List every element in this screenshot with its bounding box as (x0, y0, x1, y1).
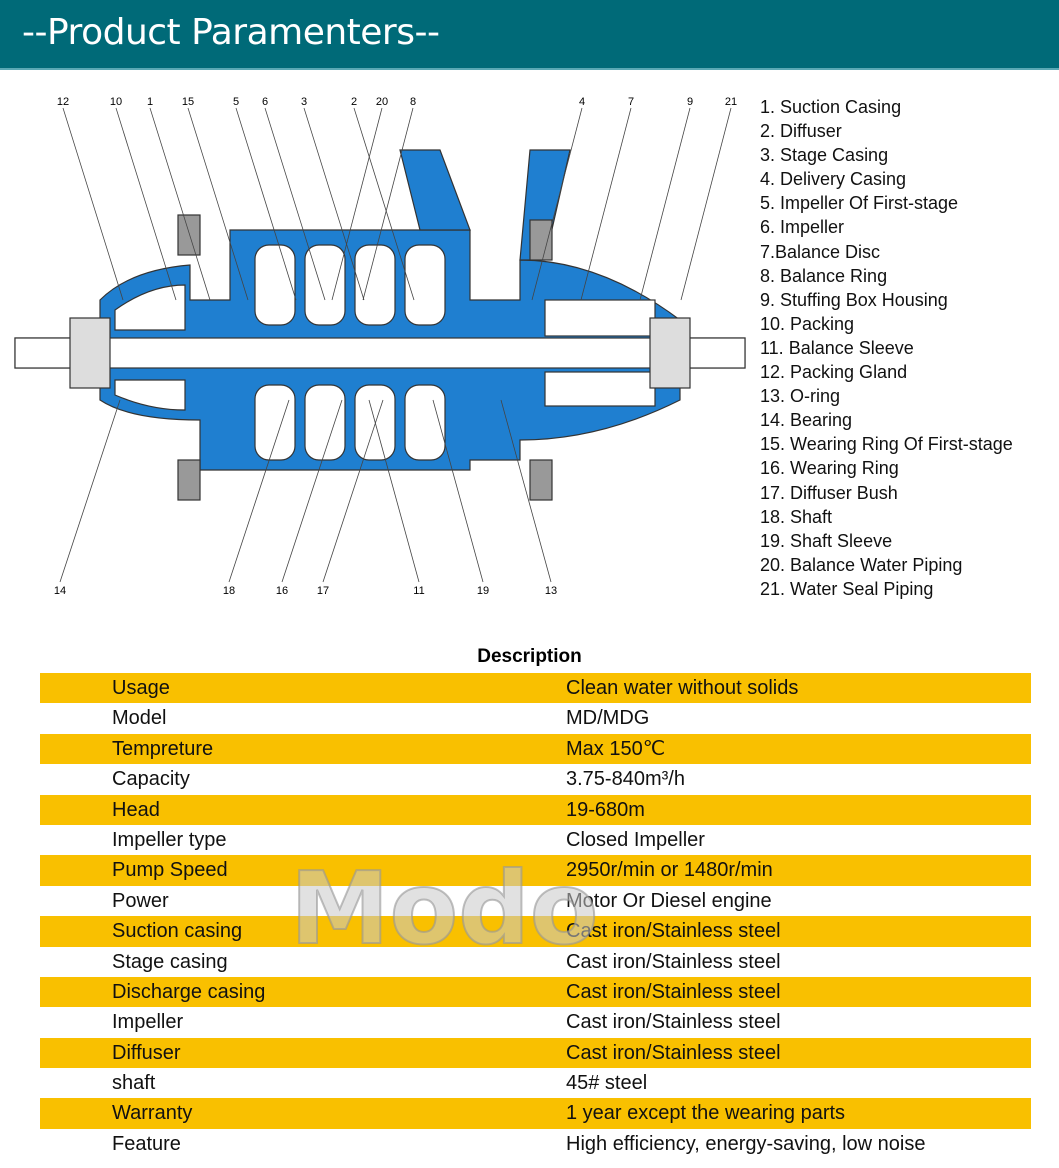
row-label: Impeller (112, 1011, 184, 1034)
page-title: --Product Paramenters-- (22, 12, 440, 53)
row-value: MD/MDG (566, 707, 650, 730)
legend-item: 14. Bearing (760, 410, 853, 431)
page-header (0, 0, 1059, 70)
row-label: Capacity (112, 768, 190, 791)
callout-label: 18 (222, 585, 236, 597)
row-label: Power (112, 889, 169, 912)
row-value: Motor Or Diesel engine (566, 889, 772, 912)
callout-label: 9 (686, 96, 694, 108)
legend-item: 5. Impeller Of First-stage (760, 193, 959, 214)
callout-label: 11 (413, 585, 425, 597)
table-row (40, 703, 1031, 733)
row-value: Cast iron/Stainless steel (566, 1011, 781, 1034)
callout-label: 19 (476, 585, 490, 597)
row-value: Closed Impeller (566, 828, 705, 851)
row-value: Cast iron/Stainless steel (566, 1041, 781, 1064)
legend-item: 12. Packing Gland (760, 362, 908, 383)
table-row (40, 1129, 1031, 1159)
callout-label: 14 (53, 585, 67, 597)
callout-label: 3 (300, 96, 308, 108)
legend-item: 16. Wearing Ring (760, 458, 899, 479)
table-row (40, 1007, 1031, 1037)
legend-item: 1. Suction Casing (760, 97, 902, 117)
legend-item: 11. Balance Sleeve (760, 337, 914, 358)
table-row (40, 977, 1031, 1007)
row-label: Model (112, 707, 167, 730)
row-label: Pump Speed (112, 859, 228, 882)
row-label: Suction casing (112, 920, 243, 943)
legend-item: 8. Balance Ring (760, 265, 888, 286)
leader-line (63, 108, 123, 300)
callout-label: 21 (724, 96, 738, 108)
row-value: Cast iron/Stainless steel (566, 920, 781, 943)
leader-line (640, 108, 690, 300)
row-label: Stage casing (112, 950, 228, 973)
row-value: 45# steel (566, 1072, 648, 1095)
row-value: High efficiency, energy-saving, low noise (566, 1132, 926, 1155)
callout-label: 4 (578, 96, 586, 108)
legend-item: 6. Impeller (760, 217, 845, 238)
row-value: Cast iron/Stainless steel (566, 980, 781, 1003)
legend-item: 7.Balance Disc (760, 241, 881, 262)
legend-item: 10. Packing (760, 313, 855, 334)
legend-item: 9. Stuffing Box Housing (760, 289, 948, 310)
table-row (40, 1098, 1031, 1128)
leader-line (60, 400, 120, 582)
callout-label: 1 (146, 96, 154, 108)
callout-label: 16 (275, 585, 289, 597)
callout-label: 8 (409, 96, 417, 108)
row-label: Diffuser (112, 1041, 181, 1064)
legend-item: 17. Diffuser Bush (760, 482, 898, 503)
row-value: 3.75-840m³/h (566, 768, 685, 791)
leader-line (581, 108, 631, 300)
callout-label: 6 (261, 96, 269, 108)
row-label: shaft (112, 1072, 156, 1095)
legend-item: 13. O-ring (760, 386, 841, 407)
row-value: 19-680m (566, 798, 645, 821)
table-row (40, 764, 1031, 794)
legend-item: 3. Stage Casing (760, 145, 889, 166)
callout-label: 12 (56, 96, 70, 108)
watermark-logo: Modo (290, 850, 599, 967)
callout-label: 20 (375, 96, 389, 108)
legend-item: 20. Balance Water Piping (760, 554, 963, 575)
row-value: 1 year except the wearing parts (566, 1102, 846, 1125)
row-value: Cast iron/Stainless steel (566, 950, 781, 973)
table-row (40, 673, 1031, 703)
callout-label: 7 (627, 96, 635, 108)
legend-item: 18. Shaft (760, 506, 833, 527)
row-value: Clean water without solids (566, 677, 799, 699)
callout-label: 13 (544, 585, 558, 597)
callout-label: 5 (232, 96, 240, 108)
table-row (40, 1068, 1031, 1098)
callout-label: 2 (350, 96, 358, 108)
callout-label: 15 (181, 96, 195, 108)
description-title: Description (477, 646, 582, 667)
row-label: Discharge casing (112, 980, 266, 1003)
parts-legend (760, 95, 1013, 601)
row-label: Tempreture (112, 737, 214, 760)
callout-label: 17 (316, 585, 330, 597)
leader-line (116, 108, 176, 300)
row-value: 2950r/min or 1480r/min (566, 859, 773, 882)
table-row (40, 795, 1031, 825)
row-value: Max 150℃ (566, 737, 666, 760)
table-row (40, 734, 1031, 764)
leader-line (188, 108, 248, 300)
table-row (40, 1038, 1031, 1068)
legend-item: 4. Delivery Casing (760, 169, 907, 190)
row-label: Head (112, 798, 160, 821)
leader-line (681, 108, 731, 300)
legend-item: 19. Shaft Sleeve (760, 530, 893, 551)
row-label: Usage (112, 677, 170, 699)
callout-label: 10 (109, 96, 123, 108)
legend-item: 15. Wearing Ring Of First-stage (760, 434, 1013, 455)
pump-cross-section-diagram (0, 80, 750, 610)
legend-item: 2. Diffuser (760, 121, 842, 142)
row-label: Feature (112, 1132, 181, 1155)
row-label: Warranty (112, 1102, 193, 1125)
row-label: Impeller type (112, 828, 227, 851)
legend-item: 21. Water Seal Piping (760, 578, 934, 599)
